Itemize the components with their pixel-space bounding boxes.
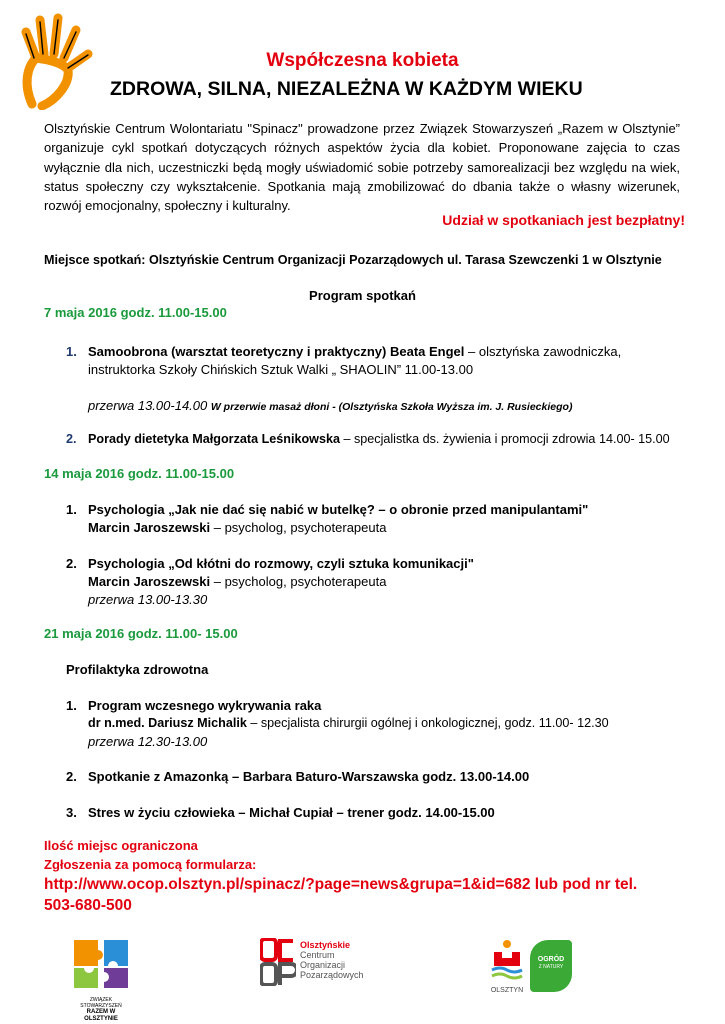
item-number: 2. (66, 432, 77, 446)
speaker-name: Marcin Jaroszewski (88, 520, 211, 535)
day1-item-1-line2: instruktorka Szkoły Chińskich Sztuk Walki „ SHAOLIN” 11.00-13.00 (88, 362, 474, 377)
intro-paragraph: Olsztyńskie Centrum Wolontariatu "Spinacz" prowadzone przez Związek Stowarzyszeń „Razem w Olsztynie” organizuje cykl spotkań dotyczących różnych aspektów życia dla kobiet. Proponowane zajęcia to czas wyłącznie dla nich, uczestniczki będą mogły uświadomić sobie potrzeby samorealizacji bez względu na wiek, status społeczny czy wykształcenie. Spotkania mają zmobilizować do dbania także o własny wizerunek, rozwój emocjonalny, społeczny i kulturalny. (44, 121, 680, 214)
item-number: 2. (66, 556, 77, 571)
speaker-role: – psycholog, psychoterapeuta (210, 520, 387, 535)
razem-caption-2: RAZEM W OLSZTYNIE (84, 1009, 118, 1022)
ocop-mark-icon (260, 938, 296, 986)
day1-item-2 (66, 430, 670, 449)
razem-caption-1: ZWIĄZEK STOWARZYSZEŃ (80, 997, 122, 1009)
speaker-role: – psycholog, psychoterapeuta (210, 574, 387, 589)
ocop-line-3: Organizacji (300, 960, 346, 970)
day3-date: 21 maja 2016 godz. 11.00- 15.00 (44, 626, 238, 641)
item-title: Psychologia „Od kłótni do rozmowy, czyli sztuka komunikacji" (88, 556, 474, 571)
break-note: W przerwie masaż dłoni - (Olsztyńska Szkoła Wyższa im. J. Rusieckiego) (210, 401, 573, 413)
limited-seats-note: Ilość miejsc ograniczona (44, 838, 198, 853)
day3-break: przerwa 12.30-13.00 (88, 734, 208, 749)
day2-break: przerwa 13.00-13.30 (88, 592, 208, 607)
item-title: Psychologia „Jak nie dać się nabić w butelkę? – o obronie przed manipulantami" (88, 502, 589, 517)
day2-item-1 (66, 500, 588, 519)
item-text: Spotkanie z Amazonką – Barbara Baturo-Warszawska godz. 13.00-14.00 (88, 769, 530, 784)
item-number: 3. (66, 805, 77, 820)
day3-item-1 (66, 696, 321, 715)
ocop-line-1: Olsztyńskie (300, 940, 351, 950)
item-desc: – olsztyńska zawodniczka, (464, 344, 622, 359)
razem-logo (70, 936, 132, 1022)
day2-item-2-speaker (88, 572, 386, 591)
item-text: Stres w życiu człowieka – Michał Cupiał – trener godz. 14.00-15.00 (88, 805, 495, 820)
day1-break (88, 396, 572, 417)
day3-item-1-speaker (88, 714, 609, 733)
ocop-line-2: Centrum (300, 950, 335, 960)
venue-line: Miejsce spotkań: Olsztyńskie Centrum Organizacji Pozarządowych ul. Tarasa Szewczenki 1 w Olsztynie (44, 253, 662, 267)
item-number: 1. (66, 698, 77, 713)
olsztyn-logo (486, 938, 528, 994)
registration-note: Zgłoszenia za pomocą formularza: (44, 857, 257, 872)
item-title: Program wczesnego wykrywania raka (88, 698, 322, 713)
speaker-name: Marcin Jaroszewski (88, 574, 211, 589)
title-line-2: ZDROWA, SILNA, NIEZALEŻNA W KAŻDYM WIEKU (110, 78, 583, 100)
speaker-role: – specjalista chirurgii ogólnej i onkologicznej, godz. 11.00- 12.30 (246, 716, 609, 730)
title-line-1: Współczesna kobieta (266, 50, 459, 71)
ocop-line-4: Pozarządowych (300, 970, 364, 980)
item-number: 2. (66, 769, 77, 784)
ogrod-line-2: Z NATURY (538, 964, 564, 970)
day2-date: 14 maja 2016 godz. 11.00-15.00 (44, 466, 235, 481)
speaker-name: dr n.med. Dariusz Michalik (88, 716, 247, 730)
break-time: przerwa 13.00-14.00 (88, 398, 211, 413)
program-heading: Program spotkań (309, 288, 416, 303)
puzzle-logo-icon (70, 936, 132, 992)
day3-item-2 (66, 767, 529, 786)
day3-section-title: Profilaktyka zdrowotna (66, 662, 209, 677)
olsztyn-caption: OLSZTYN (490, 987, 524, 994)
item-number: 1. (66, 502, 77, 517)
day1-item-1 (66, 342, 621, 361)
item-title: Porady dietetyka Małgorzata Leśnikowska (88, 432, 340, 446)
ogrod-line-1: OGRÓD (537, 956, 565, 963)
olsztyn-crest-icon (486, 938, 528, 982)
item-desc: – specjalistka ds. żywienia i promocji zdrowia 14.00- 15.00 (339, 432, 670, 446)
item-number: 1. (66, 344, 77, 359)
ocop-logo (260, 938, 370, 988)
item-title: Samoobrona (warsztat teoretyczny i praktyczny) Beata Engel (88, 344, 465, 359)
day3-item-3 (66, 803, 495, 822)
free-participation-note: Udział w spotkaniach jest bezpłatny! (442, 212, 685, 228)
registration-link[interactable]: http://www.ocop.olsztyn.pl/spinacz/?page=news&grupa=1&id=682 lub pod nr tel. (44, 876, 638, 893)
day1-date: 7 maja 2016 godz. 11.00-15.00 (44, 305, 227, 320)
day2-item-2 (66, 554, 474, 573)
registration-phone: 503-680-500 (44, 897, 132, 914)
ogrod-logo (530, 940, 572, 992)
day2-item-1-speaker (88, 518, 386, 537)
